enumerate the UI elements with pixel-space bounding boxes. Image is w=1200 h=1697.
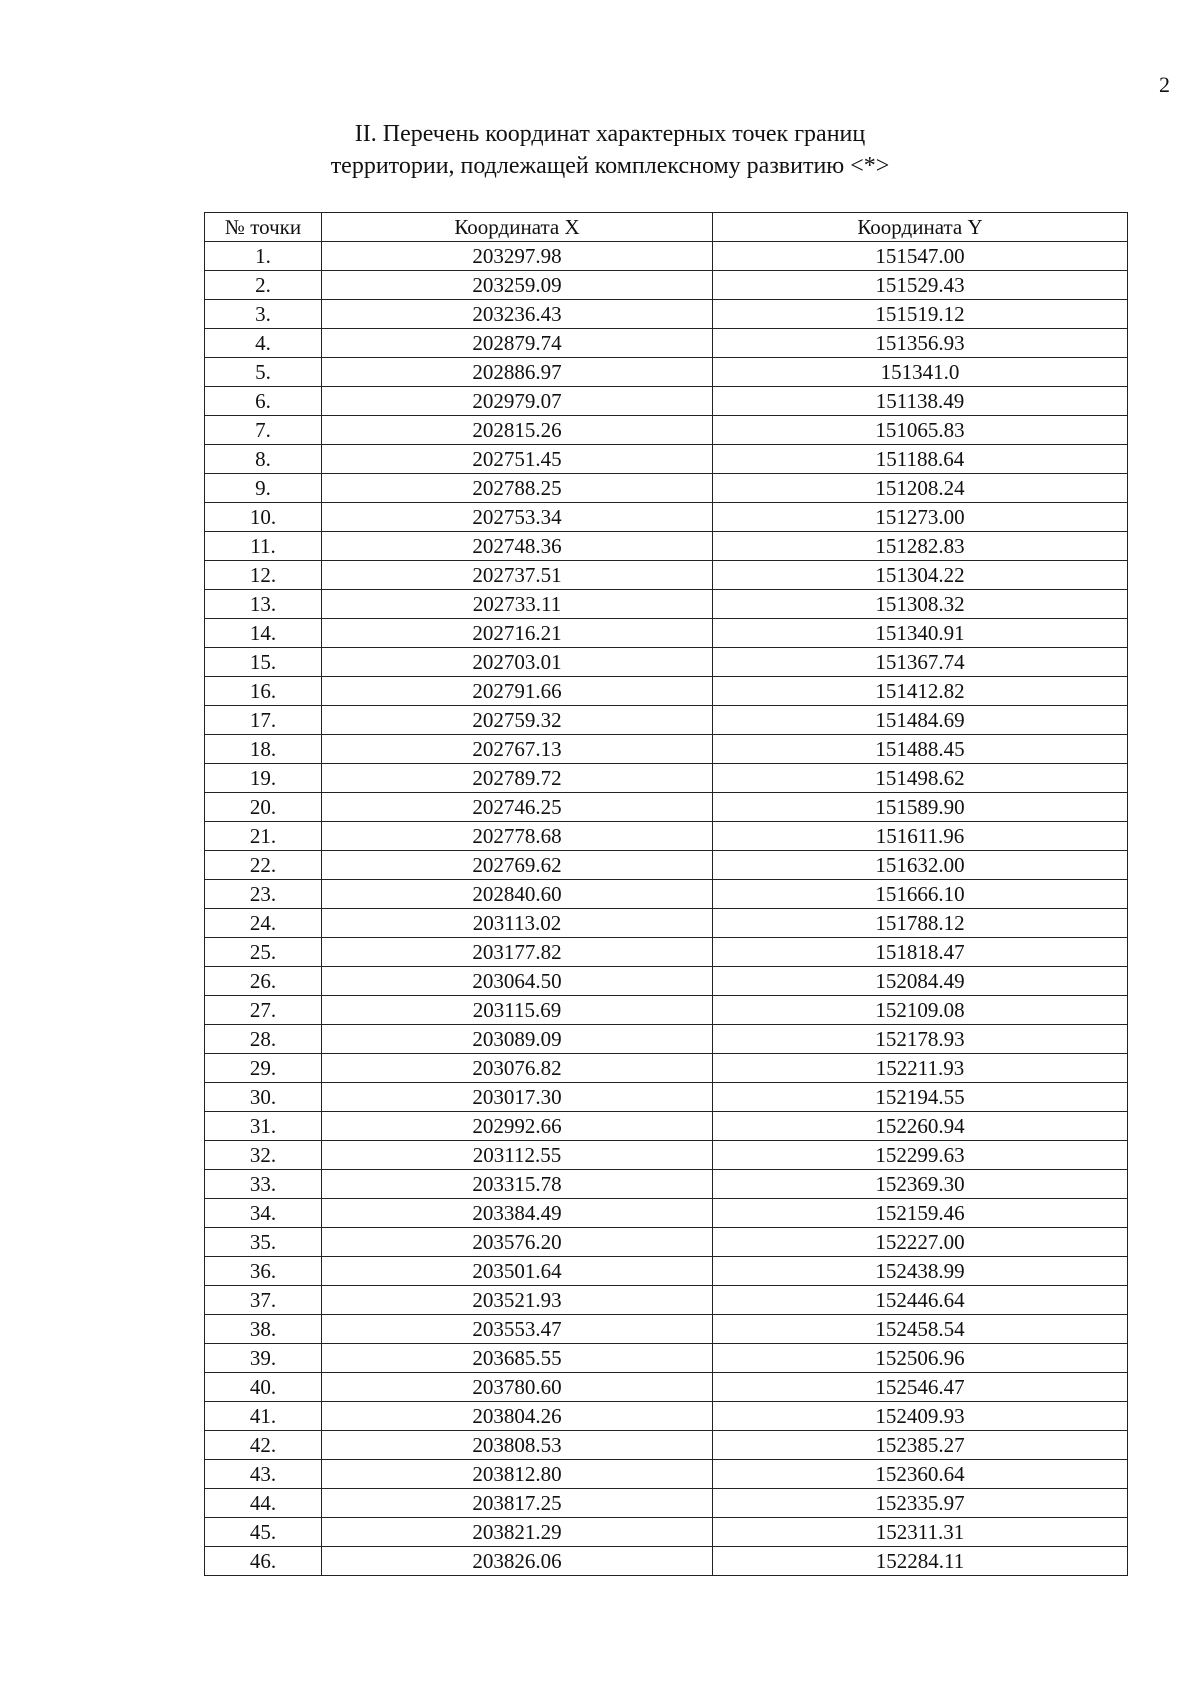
table-row <box>205 1054 1128 1083</box>
cell-coordinate-x: 202788.25 <box>322 474 713 503</box>
table-row <box>205 416 1128 445</box>
cell-coordinate-y: 151341.0 <box>713 358 1128 387</box>
cell-point-number: 35. <box>205 1228 322 1257</box>
cell-point-number: 16. <box>205 677 322 706</box>
cell-coordinate-y: 152227.00 <box>713 1228 1128 1257</box>
table-row <box>205 474 1128 503</box>
cell-point-number: 25. <box>205 938 322 967</box>
table-row <box>205 764 1128 793</box>
table-body <box>205 242 1128 1576</box>
table-row <box>205 706 1128 735</box>
cell-coordinate-x: 202789.72 <box>322 764 713 793</box>
cell-coordinate-y: 152506.96 <box>713 1344 1128 1373</box>
cell-point-number: 8. <box>205 445 322 474</box>
cell-point-number: 30. <box>205 1083 322 1112</box>
cell-point-number: 9. <box>205 474 322 503</box>
cell-coordinate-x: 203115.69 <box>322 996 713 1025</box>
cell-coordinate-x: 202703.01 <box>322 648 713 677</box>
cell-point-number: 1. <box>205 242 322 271</box>
cell-coordinate-y: 152260.94 <box>713 1112 1128 1141</box>
table-row <box>205 1547 1128 1576</box>
cell-coordinate-y: 152360.64 <box>713 1460 1128 1489</box>
cell-coordinate-x: 203177.82 <box>322 938 713 967</box>
table-row <box>205 1199 1128 1228</box>
cell-coordinate-y: 151547.00 <box>713 242 1128 271</box>
table-row <box>205 387 1128 416</box>
cell-coordinate-y: 152178.93 <box>713 1025 1128 1054</box>
cell-point-number: 27. <box>205 996 322 1025</box>
table-row <box>205 445 1128 474</box>
cell-coordinate-y: 151529.43 <box>713 271 1128 300</box>
table-row <box>205 1518 1128 1547</box>
title-line-1: II. Перечень координат характерных точек границ <box>354 121 866 147</box>
cell-coordinate-x: 203826.06 <box>322 1547 713 1576</box>
cell-coordinate-y: 152311.31 <box>713 1518 1128 1547</box>
table-row <box>205 1141 1128 1170</box>
cell-point-number: 7. <box>205 416 322 445</box>
cell-coordinate-y: 152458.54 <box>713 1315 1128 1344</box>
cell-coordinate-y: 151138.49 <box>713 387 1128 416</box>
table-row <box>205 1344 1128 1373</box>
cell-point-number: 43. <box>205 1460 322 1489</box>
table-row <box>205 619 1128 648</box>
cell-coordinate-x: 203384.49 <box>322 1199 713 1228</box>
cell-coordinate-x: 203804.26 <box>322 1402 713 1431</box>
cell-coordinate-x: 203780.60 <box>322 1373 713 1402</box>
table-row <box>205 677 1128 706</box>
title-line-2: территории, подлежащей комплексному развитию <*> <box>330 153 890 179</box>
cell-coordinate-x: 202992.66 <box>322 1112 713 1141</box>
cell-coordinate-x: 203808.53 <box>322 1431 713 1460</box>
cell-coordinate-y: 151818.47 <box>713 938 1128 967</box>
table-row <box>205 880 1128 909</box>
table-row <box>205 967 1128 996</box>
cell-coordinate-x: 202748.36 <box>322 532 713 561</box>
cell-coordinate-y: 152369.30 <box>713 1170 1128 1199</box>
cell-point-number: 15. <box>205 648 322 677</box>
cell-point-number: 31. <box>205 1112 322 1141</box>
cell-coordinate-y: 151484.69 <box>713 706 1128 735</box>
cell-point-number: 40. <box>205 1373 322 1402</box>
table-row <box>205 1083 1128 1112</box>
table-header-row <box>205 213 1128 242</box>
cell-coordinate-y: 151188.64 <box>713 445 1128 474</box>
cell-coordinate-x: 202737.51 <box>322 561 713 590</box>
table-row <box>205 822 1128 851</box>
cell-coordinate-x: 203821.29 <box>322 1518 713 1547</box>
cell-coordinate-y: 151367.74 <box>713 648 1128 677</box>
cell-point-number: 14. <box>205 619 322 648</box>
cell-coordinate-x: 203259.09 <box>322 271 713 300</box>
table-row <box>205 300 1128 329</box>
cell-coordinate-x: 202767.13 <box>322 735 713 764</box>
cell-point-number: 38. <box>205 1315 322 1344</box>
cell-coordinate-x: 203112.55 <box>322 1141 713 1170</box>
table-row <box>205 996 1128 1025</box>
cell-coordinate-y: 152335.97 <box>713 1489 1128 1518</box>
cell-point-number: 13. <box>205 590 322 619</box>
cell-coordinate-x: 203501.64 <box>322 1257 713 1286</box>
cell-coordinate-y: 151208.24 <box>713 474 1128 503</box>
cell-coordinate-x: 202879.74 <box>322 329 713 358</box>
cell-coordinate-y: 151356.93 <box>713 329 1128 358</box>
document-title <box>200 118 1020 182</box>
cell-coordinate-x: 202791.66 <box>322 677 713 706</box>
cell-point-number: 10. <box>205 503 322 532</box>
table-row <box>205 1460 1128 1489</box>
table-row <box>205 1286 1128 1315</box>
cell-coordinate-y: 151488.45 <box>713 735 1128 764</box>
table-row <box>205 1315 1128 1344</box>
cell-coordinate-x: 202746.25 <box>322 793 713 822</box>
cell-point-number: 20. <box>205 793 322 822</box>
cell-coordinate-y: 151304.22 <box>713 561 1128 590</box>
cell-point-number: 37. <box>205 1286 322 1315</box>
cell-coordinate-y: 151611.96 <box>713 822 1128 851</box>
table-row <box>205 532 1128 561</box>
cell-point-number: 44. <box>205 1489 322 1518</box>
cell-point-number: 39. <box>205 1344 322 1373</box>
cell-point-number: 24. <box>205 909 322 938</box>
table-row <box>205 1228 1128 1257</box>
table-row <box>205 242 1128 271</box>
cell-point-number: 41. <box>205 1402 322 1431</box>
cell-point-number: 36. <box>205 1257 322 1286</box>
cell-coordinate-x: 203076.82 <box>322 1054 713 1083</box>
cell-point-number: 12. <box>205 561 322 590</box>
cell-coordinate-y: 151340.91 <box>713 619 1128 648</box>
table-row <box>205 648 1128 677</box>
cell-coordinate-y: 151308.32 <box>713 590 1128 619</box>
cell-point-number: 46. <box>205 1547 322 1576</box>
table-row <box>205 1112 1128 1141</box>
cell-point-number: 29. <box>205 1054 322 1083</box>
cell-point-number: 22. <box>205 851 322 880</box>
table-row <box>205 909 1128 938</box>
table-row <box>205 1402 1128 1431</box>
cell-point-number: 11. <box>205 532 322 561</box>
cell-point-number: 33. <box>205 1170 322 1199</box>
cell-point-number: 4. <box>205 329 322 358</box>
cell-coordinate-y: 151273.00 <box>713 503 1128 532</box>
cell-coordinate-x: 202840.60 <box>322 880 713 909</box>
cell-point-number: 34. <box>205 1199 322 1228</box>
cell-coordinate-y: 152159.46 <box>713 1199 1128 1228</box>
table-row <box>205 851 1128 880</box>
cell-coordinate-y: 152109.08 <box>713 996 1128 1025</box>
cell-coordinate-x: 202751.45 <box>322 445 713 474</box>
table-row <box>205 358 1128 387</box>
cell-coordinate-x: 202769.62 <box>322 851 713 880</box>
table-row <box>205 1431 1128 1460</box>
cell-coordinate-y: 152409.93 <box>713 1402 1128 1431</box>
cell-point-number: 26. <box>205 967 322 996</box>
table-row <box>205 1025 1128 1054</box>
table-row <box>205 1170 1128 1199</box>
cell-coordinate-x: 202759.32 <box>322 706 713 735</box>
table-row <box>205 271 1128 300</box>
table-row <box>205 1257 1128 1286</box>
header-coordinate-y: Координата Y <box>713 213 1128 242</box>
header-point-number: № точки <box>205 213 322 242</box>
page-number: 2 <box>1159 72 1170 97</box>
cell-coordinate-x: 202753.34 <box>322 503 713 532</box>
table-row <box>205 590 1128 619</box>
cell-point-number: 21. <box>205 822 322 851</box>
cell-point-number: 3. <box>205 300 322 329</box>
cell-point-number: 23. <box>205 880 322 909</box>
cell-coordinate-y: 152438.99 <box>713 1257 1128 1286</box>
cell-point-number: 2. <box>205 271 322 300</box>
cell-coordinate-x: 203685.55 <box>322 1344 713 1373</box>
cell-coordinate-x: 203064.50 <box>322 967 713 996</box>
cell-point-number: 17. <box>205 706 322 735</box>
cell-coordinate-y: 152211.93 <box>713 1054 1128 1083</box>
cell-coordinate-x: 203113.02 <box>322 909 713 938</box>
cell-coordinate-y: 151788.12 <box>713 909 1128 938</box>
cell-coordinate-x: 203553.47 <box>322 1315 713 1344</box>
cell-coordinate-x: 203017.30 <box>322 1083 713 1112</box>
cell-point-number: 28. <box>205 1025 322 1054</box>
cell-point-number: 42. <box>205 1431 322 1460</box>
cell-coordinate-x: 203236.43 <box>322 300 713 329</box>
cell-coordinate-x: 203521.93 <box>322 1286 713 1315</box>
cell-coordinate-x: 202716.21 <box>322 619 713 648</box>
cell-coordinate-y: 151282.83 <box>713 532 1128 561</box>
cell-coordinate-x: 202886.97 <box>322 358 713 387</box>
cell-coordinate-x: 203812.80 <box>322 1460 713 1489</box>
table-row <box>205 1489 1128 1518</box>
cell-point-number: 19. <box>205 764 322 793</box>
cell-coordinate-x: 202733.11 <box>322 590 713 619</box>
cell-coordinate-x: 202778.68 <box>322 822 713 851</box>
cell-coordinate-y: 151666.10 <box>713 880 1128 909</box>
cell-coordinate-y: 151519.12 <box>713 300 1128 329</box>
cell-point-number: 18. <box>205 735 322 764</box>
cell-coordinate-y: 152284.11 <box>713 1547 1128 1576</box>
table-row <box>205 329 1128 358</box>
table-row <box>205 561 1128 590</box>
cell-point-number: 5. <box>205 358 322 387</box>
cell-coordinate-x: 203576.20 <box>322 1228 713 1257</box>
cell-coordinate-y: 151498.62 <box>713 764 1128 793</box>
cell-coordinate-y: 151632.00 <box>713 851 1128 880</box>
cell-coordinate-y: 152194.55 <box>713 1083 1128 1112</box>
table-row <box>205 735 1128 764</box>
cell-coordinate-y: 152446.64 <box>713 1286 1128 1315</box>
cell-coordinate-x: 203089.09 <box>322 1025 713 1054</box>
cell-coordinate-y: 152299.63 <box>713 1141 1128 1170</box>
cell-coordinate-y: 151412.82 <box>713 677 1128 706</box>
cell-coordinate-x: 203297.98 <box>322 242 713 271</box>
cell-point-number: 6. <box>205 387 322 416</box>
cell-coordinate-x: 203817.25 <box>322 1489 713 1518</box>
table-row <box>205 503 1128 532</box>
cell-coordinate-y: 152385.27 <box>713 1431 1128 1460</box>
cell-coordinate-x: 202979.07 <box>322 387 713 416</box>
header-coordinate-x: Координата X <box>322 213 713 242</box>
cell-coordinate-x: 202815.26 <box>322 416 713 445</box>
coordinates-table <box>204 212 1128 1576</box>
table-row <box>205 938 1128 967</box>
cell-coordinate-x: 203315.78 <box>322 1170 713 1199</box>
cell-coordinate-y: 152084.49 <box>713 967 1128 996</box>
cell-coordinate-y: 152546.47 <box>713 1373 1128 1402</box>
cell-point-number: 45. <box>205 1518 322 1547</box>
cell-coordinate-y: 151589.90 <box>713 793 1128 822</box>
table-row <box>205 1373 1128 1402</box>
cell-coordinate-y: 151065.83 <box>713 416 1128 445</box>
table-row <box>205 793 1128 822</box>
cell-point-number: 32. <box>205 1141 322 1170</box>
